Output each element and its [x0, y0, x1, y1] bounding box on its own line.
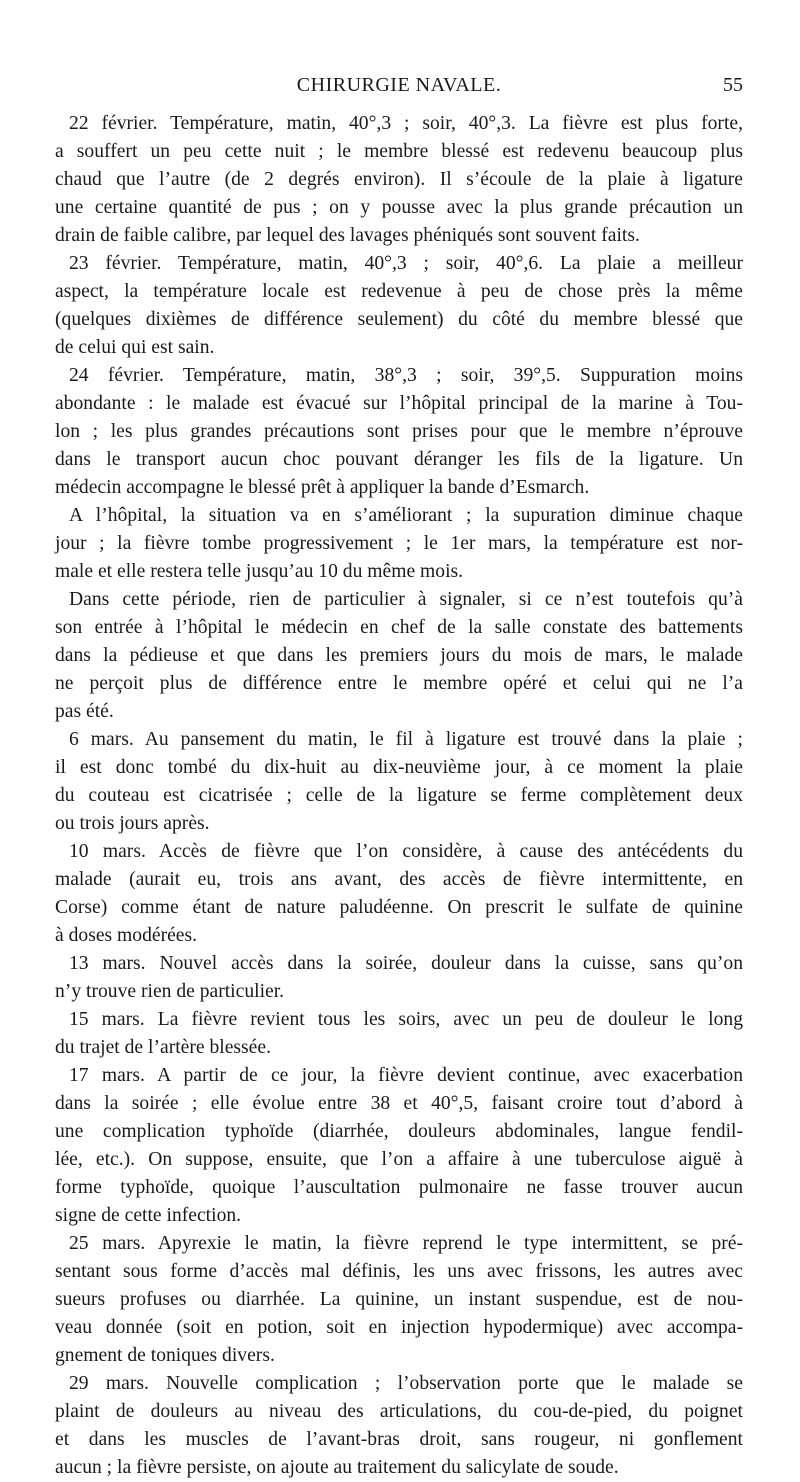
text-line: chaud que l’autre (de 2 degrés environ). Il s’écoule de la plaie à ligature — [55, 169, 743, 190]
text-line: signe de cette infection. — [55, 1205, 242, 1226]
text-line: jour ; la fièvre tombe progressivement ; le 1er mars, la température est nor- — [55, 533, 743, 554]
text-line: sueurs profuses ou diarrhée. La quinine, un instant suspendue, est de nou- — [55, 1289, 743, 1310]
text-line: dans la pédieuse et que dans les premiers jours du mois de mars, le malade — [55, 645, 743, 666]
text-line: abondante : le malade est évacué sur l’hôpital principal de la marine à Tou- — [55, 393, 743, 414]
text-line: 24 février. Température, matin, 38°,3 ; soir, 39°,5. Suppuration moins — [69, 365, 743, 386]
text-line: 10 mars. Accès de fièvre que l’on considère, à cause des antécédents du — [69, 841, 743, 862]
text-line: 23 février. Température, matin, 40°,3 ; soir, 40°,6. La plaie a meilleur — [69, 253, 743, 274]
page-header — [55, 70, 743, 100]
text-line: à doses modérées. — [55, 925, 198, 946]
text-line: 22 février. Température, matin, 40°,3 ; soir, 40°,3. La fièvre est plus forte, — [69, 113, 743, 134]
text-line: de celui qui est sain. — [55, 337, 215, 358]
text-line: veau donnée (soit en potion, soit en injection hypodermique) avec accompa- — [55, 1317, 743, 1338]
text-line: ne perçoit plus de différence entre le membre opéré et celui qui ne l’a — [55, 673, 743, 694]
text-line: drain de faible calibre, par lequel des lavages phéniqués sont souvent faits. — [55, 225, 640, 246]
text-line: 6 mars. Au pansement du matin, le fil à ligature est trouvé dans la plaie ; — [69, 729, 743, 750]
text-line: sentant sous forme d’accès mal définis, les uns avec frissons, les autres avec — [55, 1261, 743, 1282]
text-line: gnement de toniques divers. — [55, 1345, 275, 1366]
text-line: ou trois jours après. — [55, 813, 210, 834]
text-line: malade (aurait eu, trois ans avant, des accès de fièvre intermittente, en — [55, 869, 743, 890]
text-line: A l’hôpital, la situation va en s’améliorant ; la supuration diminue chaque — [69, 505, 743, 526]
text-line: plaint de douleurs au niveau des articulations, du cou-de-pied, du poignet — [55, 1401, 743, 1422]
text-line: 25 mars. Apyrexie le matin, la fièvre reprend le type intermittent, se pré- — [69, 1233, 743, 1254]
text-line: et dans les muscles de l’avant-bras droit, sans rougeur, ni gonflement — [55, 1429, 743, 1450]
text-line: dans le transport aucun choc pouvant déranger les fils de la ligature. Un — [55, 449, 743, 470]
text-line: une complication typhoïde (diarrhée, douleurs abdominales, langue fendil- — [55, 1121, 743, 1142]
text-line: n’y trouve rien de particulier. — [55, 981, 285, 1002]
text-line: Corse) comme étant de nature paludéenne. On prescrit le sulfate de quinine — [55, 897, 743, 918]
text-line: 29 mars. Nouvelle complication ; l’observation porte que le malade se — [69, 1373, 743, 1394]
text-line: dans la soirée ; elle évolue entre 38 et 40°,5, faisant croire tout d’abord à — [55, 1093, 743, 1114]
text-line: du trajet de l’artère blessée. — [55, 1037, 271, 1058]
text-line: lon ; les plus grandes précautions sont prises pour que le membre n’éprouve — [55, 421, 743, 442]
text-line: (quelques dixièmes de différence seulement) du côté du membre blessé que — [55, 309, 743, 330]
text-line: Dans cette période, rien de particulier à signaler, si ce n’est toutefois qu’à — [69, 589, 743, 610]
text-line: male et elle restera telle jusqu’au 10 du même mois. — [55, 561, 464, 582]
text-line: aucun ; la fièvre persiste, on ajoute au traitement du salicylate de soude. — [55, 1457, 619, 1478]
page-number: 55 — [723, 74, 743, 96]
text-line: il est donc tombé du dix-huit au dix-neuvième jour, à ce moment la plaie — [55, 757, 743, 778]
text-line: 17 mars. A partir de ce jour, la fièvre devient continue, avec exacerbation — [69, 1065, 743, 1086]
text-line: du couteau est cicatrisée ; celle de la ligature se ferme complètement deux — [55, 785, 743, 806]
running-title: CHIRURGIE NAVALE. — [296, 74, 502, 96]
text-line: médecin accompagne le blessé prêt à appliquer la bande d’Esmarch. — [55, 477, 590, 498]
text-line: lée, etc.). On suppose, ensuite, que l’on a affaire à une tuberculose aiguë à — [55, 1149, 743, 1170]
text-line: a souffert un peu cette nuit ; le membre blessé est redevenu beaucoup plus — [55, 141, 743, 162]
text-line: son entrée à l’hôpital le médecin en chef de la salle constate des battements — [55, 617, 743, 638]
body-text — [55, 110, 743, 1482]
text-line: 13 mars. Nouvel accès dans la soirée, douleur dans la cuisse, sans qu’on — [69, 953, 743, 974]
text-line: forme typhoïde, quoique l’auscultation pulmonaire ne fasse trouver aucun — [55, 1177, 743, 1198]
text-line: une certaine quantité de pus ; on y pousse avec la plus grande précaution un — [55, 197, 743, 218]
text-line: aspect, la température locale est redevenue à peu de chose près la même — [55, 281, 743, 302]
text-line: pas été. — [55, 701, 114, 722]
text-line: 15 mars. La fièvre revient tous les soirs, avec un peu de douleur le long — [69, 1009, 743, 1030]
